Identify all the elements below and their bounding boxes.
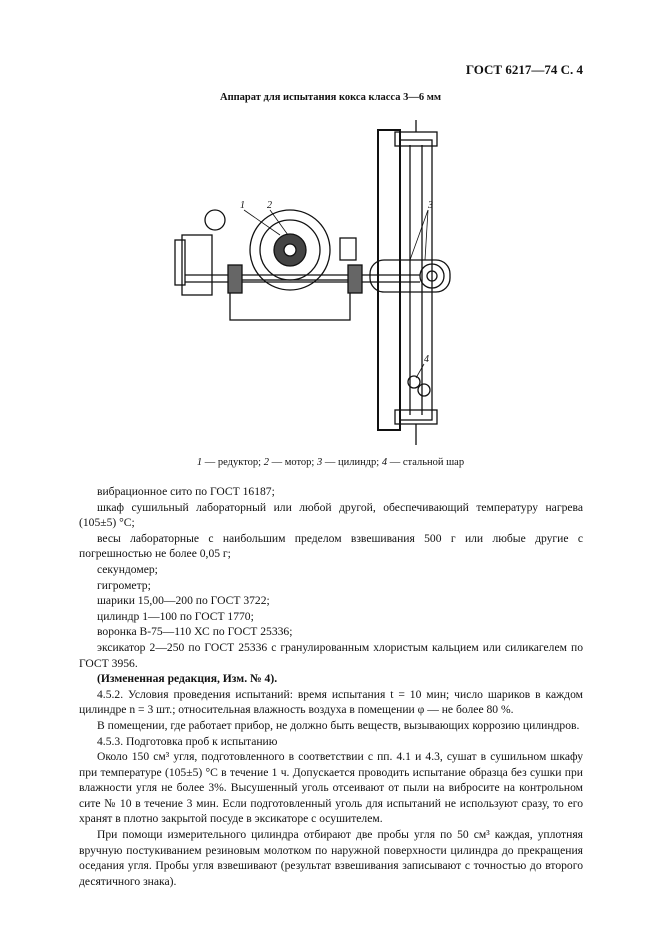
- steel-ball: [408, 376, 430, 396]
- paragraph: При помощи измерительного цилиндра отбирают две пробы угля по 50 см³ каждая, уплотняя вручную постукиванием резиновым молотком по наружной поверхности цилиндра до прекращения оседания угля. Пробы угля взвешивают (результат взвешивания записывают с точностью до второго десятичного знака).: [79, 828, 583, 888]
- shaft: [185, 265, 420, 293]
- label-4: 4: [424, 354, 429, 365]
- paragraph: весы лабораторные с наибольшим пределом взвешивания 500 г или любые другие с погрешностью не более 0,05 г;: [79, 531, 583, 561]
- paragraph: 4.5.2. Условия проведения испытаний: время испытания t = 10 мин; число шариков в каждом цилиндре n = 3 шт.; относительная влажность воздуха в помещении φ — не более 80 %.: [79, 687, 583, 717]
- figure-caption: [0, 457, 661, 468]
- paragraph: воронка В-75—110 ХС по ГОСТ 25336;: [97, 625, 293, 639]
- label-3: 3: [428, 200, 433, 211]
- page-header: ГОСТ 6217—74 С. 4: [465, 62, 583, 77]
- caption-num: 4: [381, 457, 388, 468]
- amendment-note: (Измененная редакция, Изм. № 4).: [97, 672, 278, 686]
- caption-text: — цилиндр;: [322, 457, 382, 468]
- paragraph: шкаф сушильный лабораторный или любой другой, обеспечивающий температуру нагрева (105±5) °С;: [79, 500, 583, 530]
- paragraph: эксикатор 2—250 по ГОСТ 25336 с гранулированным хлористым кальцием или силикагелем по ГОСТ 3956.: [79, 640, 583, 670]
- label-1: 1: [240, 200, 245, 211]
- paragraph: Около 150 см³ угля, подготовленного в соответствии с пп. 4.1 и 4.3, сушат в сушильном шкафу при температуре (105±5) °С в течение 1 ч. Допускается проводить испытание образца без сушки при влажности угля не более 3%. Высушенный уголь отсеивают от пыли на вибросите на контрольном сите № 10 в течение 3 мин. Если подготовленный уголь для испытаний не используют сразу, то его хранят в плотно закрытой посуде в эксикаторе с осушителем.: [79, 750, 583, 826]
- paragraph: гигрометр;: [97, 578, 151, 592]
- caption-num: 3: [316, 457, 323, 468]
- label-2: 2: [267, 200, 272, 211]
- motor: [250, 210, 356, 290]
- caption-text: — стальной шар: [387, 457, 465, 468]
- section-heading: 4.5.3. Подготовка проб к испытанию: [97, 734, 278, 748]
- paragraph: В помещении, где работает прибор, не должно быть веществ, вызывающих коррозию цилиндров.: [97, 718, 580, 732]
- paragraph: цилиндр 1—100 по ГОСТ 1770;: [97, 609, 254, 623]
- figure-title: Аппарат для испытания кокса класса 3—6 мм: [220, 92, 441, 103]
- paragraph: шарики 15,00—200 по ГОСТ 3722;: [97, 594, 270, 608]
- caption-text: — редуктор;: [202, 457, 264, 468]
- caption-num: 1: [196, 457, 203, 468]
- paragraph: вибрационное сито по ГОСТ 16187;: [97, 485, 275, 498]
- body-text: [79, 484, 583, 889]
- caption-text: — мотор;: [268, 457, 317, 468]
- caption-num: 2: [263, 457, 269, 468]
- paragraph: секундомер;: [97, 562, 158, 576]
- gear-reducer: [175, 210, 350, 320]
- apparatus-drawing: [170, 120, 470, 450]
